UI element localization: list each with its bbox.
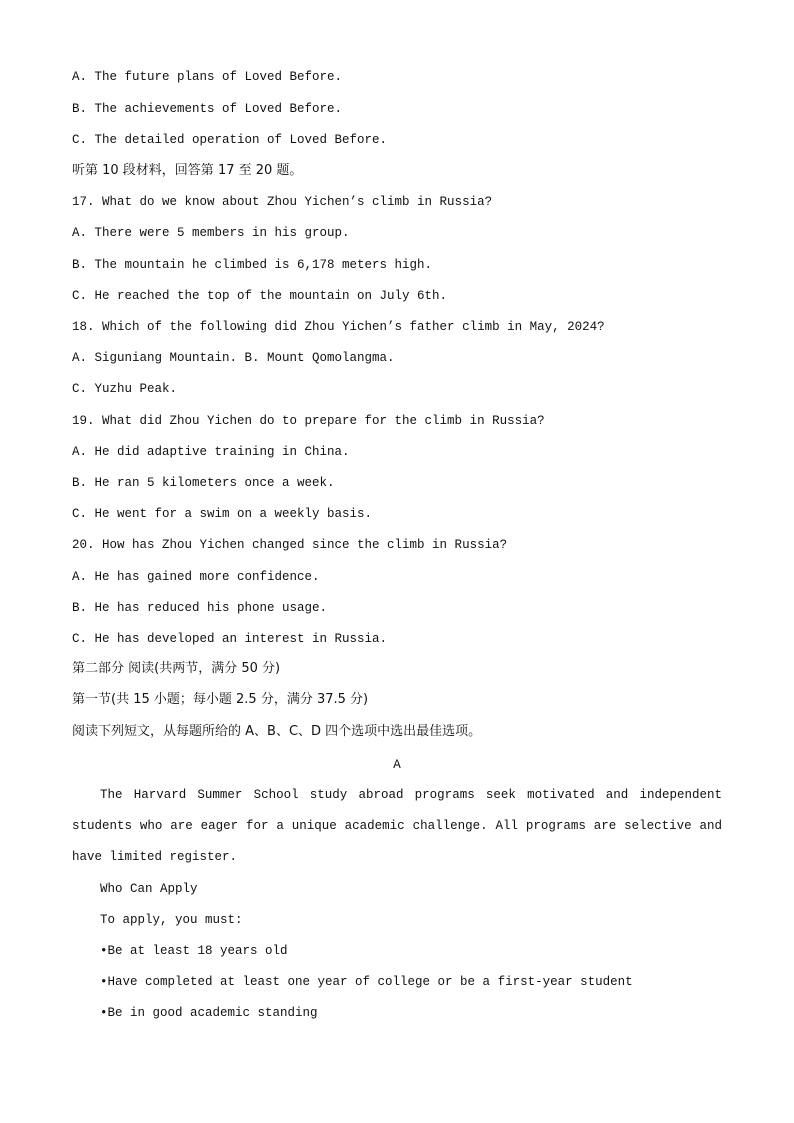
- q18-stem: 18. Which of the following did Zhou Yichen’s father climb in May, 2024?: [72, 320, 605, 334]
- q20-stem: 20. How has Zhou Yichen changed since the climb in Russia?: [72, 538, 508, 552]
- requirement-standing: •Be in good academic standing: [100, 1006, 318, 1020]
- q16-option-c: C. The detailed operation of Loved Before.: [72, 133, 388, 147]
- reading-instruction: 阅读下列短文，从每题所给的 A、B、C、D 四个选项中选出最佳选项。: [72, 724, 482, 739]
- q17-option-b: B. The mountain he climbed is 6,178 meters high.: [72, 258, 433, 272]
- q19-option-a: A. He did adaptive training in China.: [72, 445, 350, 459]
- part2-heading: 第二部分 阅读(共两节，满分 50 分): [72, 661, 281, 676]
- passage-intro: The Harvard Summer School study abroad programs seek motivated and independent students who are eager for a unique academic challenge. All programs are selective and have limited register.: [72, 788, 722, 864]
- who-can-apply-heading: Who Can Apply: [100, 882, 198, 896]
- q19-stem: 19. What did Zhou Yichen do to prepare for the climb in Russia?: [72, 414, 545, 428]
- q16-option-a: A. The future plans of Loved Before.: [72, 70, 343, 84]
- to-apply-text: To apply, you must:: [100, 913, 243, 927]
- q18-options-ab: A. Siguniang Mountain. B. Mount Qomolangma.: [72, 351, 395, 365]
- q17-option-c: C. He reached the top of the mountain on July 6th.: [72, 289, 448, 303]
- q19-option-b: B. He ran 5 kilometers once a week.: [72, 476, 335, 490]
- requirement-college: •Have completed at least one year of college or be a first-year student: [100, 975, 633, 989]
- section1-heading: 第一节(共 15 小题；每小题 2.5 分，满分 37.5 分): [72, 692, 369, 707]
- requirement-age: •Be at least 18 years old: [100, 944, 288, 958]
- q20-option-b: B. He has reduced his phone usage.: [72, 601, 328, 615]
- q17-option-a: A. There were 5 members in his group.: [72, 226, 350, 240]
- material-10-instruction: 听第 10 段材料，回答第 17 至 20 题。: [72, 163, 303, 178]
- passage-label: A: [393, 758, 401, 772]
- q17-stem: 17. What do we know about Zhou Yichen’s climb in Russia?: [72, 195, 493, 209]
- q18-option-c: C. Yuzhu Peak.: [72, 382, 178, 396]
- q20-option-a: A. He has gained more confidence.: [72, 570, 320, 584]
- q19-option-c: C. He went for a swim on a weekly basis.: [72, 507, 373, 521]
- q16-option-b: B. The achievements of Loved Before.: [72, 102, 343, 116]
- q20-option-c: C. He has developed an interest in Russia.: [72, 632, 388, 646]
